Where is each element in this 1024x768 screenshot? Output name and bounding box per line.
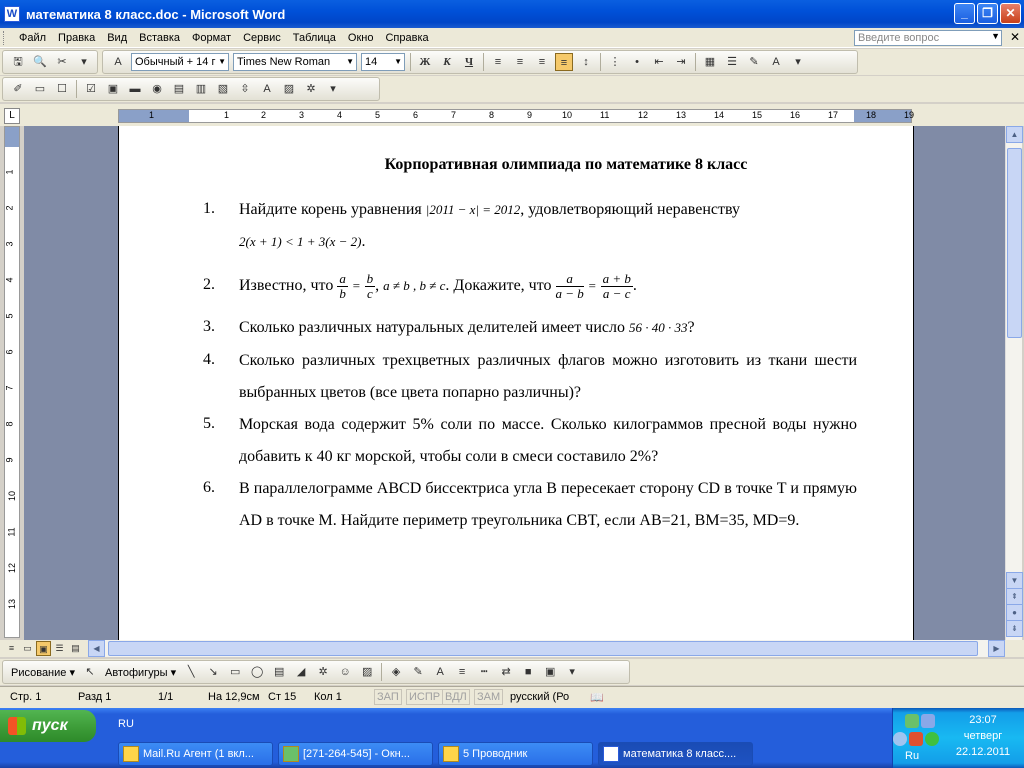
equation: |2011 − x| = 2012 bbox=[425, 202, 521, 217]
increase-indent-icon[interactable]: ⇥ bbox=[676, 56, 686, 68]
align-right-icon[interactable]: ≡ bbox=[538, 56, 546, 68]
vertical-ruler[interactable] bbox=[4, 126, 20, 638]
arrow-style-icon[interactable]: ⇄ bbox=[501, 666, 511, 678]
window-icon bbox=[283, 746, 299, 762]
more-controls-icon[interactable]: ✲ bbox=[306, 83, 316, 95]
autoshapes-menu[interactable]: Автофигуры ▾ bbox=[104, 666, 177, 679]
maximize-button[interactable]: ❐ bbox=[977, 3, 998, 24]
taskbar bbox=[0, 708, 1024, 768]
fraction: $\frac{a + b}{a - c}$ bbox=[602, 270, 631, 301]
horizontal-scrollbar[interactable] bbox=[88, 640, 1005, 657]
task-text: Известно, что $\frac{a}{b}$ = $\frac{b}{c}$ , a ≠ b , b ≠ c. Докажите, что $\frac{a}{a - b}$ = $\frac{a + b}{a - c}$ . bbox=[239, 270, 637, 301]
list-icon[interactable]: ☰ bbox=[727, 56, 737, 68]
system-tray bbox=[892, 708, 1024, 768]
decrease-indent-icon[interactable]: ⇤ bbox=[654, 56, 664, 68]
draw-menu[interactable]: Рисование ▾ bbox=[11, 666, 75, 679]
expression: 56 · 40 · 33 bbox=[628, 320, 688, 335]
task-text-part: Известно, что bbox=[239, 277, 334, 294]
task-label: [271-264-545] - Окн... bbox=[303, 748, 410, 760]
font-color-icon[interactable]: A bbox=[772, 56, 780, 68]
language-indicator[interactable]: RU bbox=[118, 718, 134, 730]
checkbox-icon[interactable]: ☑ bbox=[86, 83, 96, 95]
ruler-number: 6 bbox=[4, 349, 15, 355]
scroll-right-icon[interactable]: ▶ bbox=[988, 640, 1005, 657]
ruler-number: 7 bbox=[451, 110, 457, 120]
help-search-input[interactable]: Введите вопрос bbox=[854, 30, 1002, 46]
menu-help[interactable]: Справка bbox=[385, 31, 429, 44]
toolbar-options-icon[interactable]: ▾ bbox=[330, 83, 336, 95]
start-button[interactable] bbox=[0, 710, 96, 742]
title-bar bbox=[0, 0, 1024, 28]
start-label: пуск bbox=[32, 717, 68, 734]
fraction: $\frac{a}{a - b}$ bbox=[555, 270, 584, 301]
status-section: Разд 1 bbox=[78, 691, 112, 703]
menu-view[interactable]: Вид bbox=[107, 31, 128, 44]
arrow-icon[interactable]: ↘ bbox=[208, 666, 218, 678]
highlight-icon[interactable]: ✎ bbox=[749, 56, 759, 68]
rectangle-icon[interactable]: ▭ bbox=[229, 666, 241, 678]
formatting-toolbar bbox=[102, 50, 858, 74]
task-label: Mail.Ru Агент (1 вкл... bbox=[143, 748, 254, 760]
web-view-icon[interactable]: ▭ bbox=[23, 643, 32, 653]
document-area bbox=[24, 126, 1005, 640]
task-number: 2. bbox=[203, 276, 215, 293]
scroll-left-icon[interactable]: ◀ bbox=[88, 640, 105, 657]
menu-edit[interactable]: Правка bbox=[58, 31, 96, 44]
window-title: математика 8 класс.doc - Microsoft Word bbox=[26, 6, 286, 22]
word-app-icon[interactable]: W bbox=[4, 6, 20, 22]
condition: a ≠ b , b ≠ c bbox=[383, 278, 446, 293]
ruler-number: 5 bbox=[375, 110, 381, 120]
ruler-number: 14 bbox=[714, 110, 725, 120]
text-field-icon[interactable]: ▭ bbox=[34, 83, 46, 95]
scroll-down-icon[interactable]: ▼ bbox=[1006, 572, 1023, 589]
display-icon[interactable] bbox=[921, 714, 935, 728]
textbox-icon[interactable]: ▣ bbox=[107, 83, 119, 95]
ruler-number: 4 bbox=[337, 110, 343, 120]
task-text-part: ? bbox=[687, 319, 695, 336]
task-text-part: Найдите корень уравнения bbox=[239, 201, 422, 218]
ruler-number: 8 bbox=[4, 421, 15, 427]
status-position: На 12,9см bbox=[208, 691, 260, 703]
save-icon[interactable]: 🖫 bbox=[13, 56, 23, 68]
horizontal-scroll-row bbox=[0, 640, 1024, 657]
wordart-icon[interactable]: ◢ bbox=[296, 666, 306, 678]
antivirus-icon[interactable] bbox=[909, 732, 923, 746]
line-icon[interactable]: ╲ bbox=[187, 666, 195, 678]
task-remote-window[interactable] bbox=[278, 742, 433, 766]
numbering-icon[interactable]: ⋮ bbox=[609, 56, 621, 68]
font-select[interactable]: Times New Roman ▼ bbox=[233, 53, 357, 71]
listbox-icon[interactable]: ▤ bbox=[173, 83, 185, 95]
formatting-toolbar-row bbox=[0, 49, 1024, 75]
ruler-number: 11 bbox=[6, 527, 17, 537]
normal-view-icon[interactable]: ≡ bbox=[8, 643, 15, 653]
drawing-toolbar-row bbox=[0, 659, 1024, 685]
ruler-number: 15 bbox=[752, 110, 763, 120]
separator bbox=[381, 663, 382, 681]
separator bbox=[483, 53, 484, 71]
ruler-number: 19 bbox=[904, 110, 915, 120]
task-number: 1. bbox=[203, 200, 215, 217]
next-page-icon[interactable]: ⇟ bbox=[1006, 620, 1023, 637]
borders-icon[interactable]: ▦ bbox=[704, 56, 716, 68]
task-label: математика 8 класс.... bbox=[623, 748, 737, 760]
menu-grip[interactable] bbox=[3, 31, 7, 45]
toolbar-options-icon[interactable]: ▾ bbox=[569, 666, 575, 678]
task-text-part: , удовлетворяющий неравенству bbox=[520, 201, 740, 218]
document-page[interactable] bbox=[118, 126, 914, 640]
mailru-icon bbox=[123, 746, 139, 762]
shadow-icon[interactable]: ■ bbox=[524, 666, 532, 678]
status-trk[interactable]: ИСПР bbox=[406, 689, 443, 705]
ruler-number: 9 bbox=[4, 457, 15, 463]
align-center-icon[interactable]: ≡ bbox=[516, 56, 524, 68]
scroll-up-icon[interactable]: ▲ bbox=[1006, 126, 1023, 143]
reading-view-icon[interactable]: ▤ bbox=[71, 643, 80, 653]
agent-icon[interactable] bbox=[925, 732, 939, 746]
menu-table[interactable]: Таблица bbox=[292, 31, 336, 44]
ruler-number: 13 bbox=[676, 110, 687, 120]
clock-day: четверг bbox=[963, 730, 1003, 742]
ruler-number: 3 bbox=[299, 110, 305, 120]
task-text-part: . bbox=[361, 233, 366, 250]
task-text: В параллелограмме ABCD биссектриса угла B пересекает сторону CD в точке T и прямую AD в точке M. Найдите периметр треугольника CBT, если AB=21, BM=35, MD=9. bbox=[239, 480, 857, 529]
checkbox-field-icon[interactable]: ☐ bbox=[57, 83, 67, 95]
tab-selector[interactable]: L bbox=[4, 108, 20, 124]
clipart-icon[interactable]: ☺ bbox=[339, 666, 351, 678]
toolbar-options-icon[interactable]: ▾ bbox=[795, 56, 801, 68]
task-text-part: Сколько различных натуральных делителей имеет число bbox=[239, 319, 625, 336]
spin-icon[interactable]: ⇳ bbox=[240, 83, 250, 95]
ruler-number: 12 bbox=[7, 562, 18, 574]
3d-icon[interactable]: ▣ bbox=[544, 666, 556, 678]
toggle-icon[interactable]: ▧ bbox=[217, 83, 229, 95]
menu-insert[interactable]: Вставка bbox=[139, 31, 181, 44]
status-column: Кол 1 bbox=[314, 691, 342, 703]
fraction: $\frac{b}{c}$ bbox=[366, 270, 374, 301]
task-text: Морская вода содержит 5% соли по массе. Сколько килограммов пресной воды нужно добавить к 40 кг морской, чтобы соли в смеси составило 2%? bbox=[239, 416, 857, 465]
task-mailru-agent[interactable] bbox=[118, 742, 273, 766]
ruler-number: 13 bbox=[7, 598, 18, 610]
word-icon bbox=[603, 746, 619, 762]
menu-window[interactable]: Окно bbox=[347, 31, 374, 44]
style-value: Обычный + 14 г bbox=[135, 56, 216, 68]
status-ovr[interactable]: ЗАМ bbox=[474, 689, 503, 705]
oval-icon[interactable]: ◯ bbox=[250, 666, 264, 678]
task-number: 6. bbox=[203, 479, 215, 496]
dash-style-icon[interactable]: ┅ bbox=[480, 666, 488, 678]
select-objects-icon[interactable]: ↖ bbox=[85, 666, 95, 678]
research-icon[interactable]: 🔍 bbox=[33, 56, 47, 68]
status-pages: 1/1 bbox=[158, 691, 174, 703]
task-text bbox=[239, 312, 857, 344]
font-size-select[interactable]: 14 ▼ bbox=[361, 53, 405, 71]
scroll-thumb[interactable] bbox=[108, 641, 978, 656]
ruler-number: 3 bbox=[4, 241, 15, 247]
status-bar bbox=[0, 686, 1024, 708]
network-icon[interactable] bbox=[905, 714, 919, 728]
task-text-part: . Докажите, что bbox=[445, 277, 552, 294]
task-number: 3. bbox=[203, 318, 215, 335]
forms-toolbar-row bbox=[0, 76, 1024, 102]
drawing-toolbar bbox=[2, 660, 630, 684]
expand-tray-icon[interactable] bbox=[893, 732, 907, 746]
prev-page-icon[interactable]: ⇞ bbox=[1006, 588, 1023, 605]
ruler-number: 5 bbox=[4, 313, 15, 319]
ruler-number: 2 bbox=[261, 110, 267, 120]
menu-file[interactable]: Файл bbox=[19, 31, 47, 44]
close-button[interactable]: ✕ bbox=[1000, 3, 1021, 24]
horizontal-ruler-row bbox=[0, 104, 1024, 126]
windows-logo-icon bbox=[8, 717, 26, 735]
draw-tool-icon[interactable]: ✐ bbox=[13, 83, 23, 95]
font-value: Times New Roman bbox=[237, 56, 331, 68]
ruler-number: 4 bbox=[4, 277, 15, 283]
task-explorer[interactable] bbox=[438, 742, 593, 766]
fraction: $\frac{a}{b}$ bbox=[339, 270, 346, 301]
styles-icon[interactable]: A bbox=[114, 56, 122, 68]
ruler-number: 7 bbox=[4, 385, 15, 391]
option-button-icon[interactable]: ◉ bbox=[152, 83, 162, 95]
folder-icon bbox=[443, 746, 459, 762]
inequality: 2(x + 1) < 1 + 3(x − 2) bbox=[239, 234, 362, 249]
ruler-number: 1 bbox=[224, 110, 230, 120]
status-page: Стр. 1 bbox=[10, 691, 42, 703]
separator bbox=[695, 53, 696, 71]
task-number: 5. bbox=[203, 415, 215, 432]
line-color-icon[interactable]: ✎ bbox=[413, 666, 423, 678]
menu-tools[interactable]: Сервис bbox=[243, 31, 281, 44]
font-size-value: 14 bbox=[365, 56, 378, 68]
standard-toolbar bbox=[2, 50, 98, 74]
separator bbox=[410, 53, 411, 71]
top-margin bbox=[5, 127, 19, 147]
line-spacing-icon[interactable]: ↕ bbox=[583, 56, 589, 68]
font-color-icon[interactable]: A bbox=[436, 666, 444, 678]
horizontal-ruler[interactable] bbox=[118, 109, 915, 123]
right-margin bbox=[854, 110, 911, 122]
style-select[interactable]: Обычный + 14 г ▼ bbox=[131, 53, 229, 71]
status-rec[interactable]: ЗАП bbox=[374, 689, 402, 705]
ruler-number: 9 bbox=[527, 110, 533, 120]
label-icon[interactable]: A bbox=[263, 83, 271, 95]
ruler-number: 10 bbox=[562, 110, 573, 120]
task-label: 5 Проводник bbox=[463, 748, 528, 760]
menu-format[interactable]: Формат bbox=[192, 31, 232, 44]
align-left-icon[interactable]: ≡ bbox=[494, 56, 502, 68]
status-language[interactable]: русский (Ро bbox=[510, 691, 570, 703]
ruler-number: 1 bbox=[149, 110, 155, 120]
task-number: 4. bbox=[203, 351, 215, 368]
toolbar-options-icon[interactable]: ▾ bbox=[81, 56, 87, 68]
cut-icon[interactable]: ✂ bbox=[57, 56, 67, 68]
clock-time: 23:07 bbox=[969, 714, 997, 726]
clock[interactable] bbox=[943, 712, 1023, 760]
task-text bbox=[239, 194, 857, 258]
tray-language[interactable]: Ru bbox=[905, 750, 920, 762]
chevron-down-icon[interactable]: ▼ bbox=[991, 31, 1000, 41]
fill-color-icon[interactable]: ◈ bbox=[391, 666, 401, 678]
vertical-scrollbar[interactable] bbox=[1005, 126, 1022, 640]
ruler-number: 11 bbox=[600, 110, 610, 120]
forms-toolbar bbox=[2, 77, 380, 101]
combobox-icon[interactable]: ▥ bbox=[195, 83, 207, 95]
ruler-number: 2 bbox=[4, 205, 15, 211]
task-word-document[interactable] bbox=[598, 742, 753, 766]
menu-bar bbox=[0, 28, 1024, 48]
status-line: Ст 15 bbox=[268, 691, 297, 703]
ruler-number: 10 bbox=[7, 490, 18, 502]
button-icon[interactable]: ▬ bbox=[129, 83, 141, 95]
outline-view-icon[interactable]: ☰ bbox=[55, 643, 64, 653]
italic-button[interactable]: К bbox=[443, 56, 451, 68]
ruler-number: 1 bbox=[4, 169, 15, 175]
spelling-status-icon[interactable]: 📖 bbox=[590, 692, 604, 704]
clock-date: 22.12.2011 bbox=[955, 746, 1011, 758]
print-view-icon[interactable]: ▣ bbox=[36, 641, 51, 656]
task-text: Сколько различных трехцветных различных флагов можно изготовить из ткани шести выбранных цветов (все цвета попарно различны)? bbox=[239, 352, 857, 401]
select-browse-icon[interactable]: ● bbox=[1006, 604, 1023, 621]
doc-close-button[interactable]: ✕ bbox=[1009, 30, 1020, 44]
document-heading: Корпоративная олимпиада по математике 8 класс bbox=[384, 156, 748, 173]
ruler-number: 18 bbox=[866, 110, 877, 120]
ruler-number: 16 bbox=[790, 110, 801, 120]
status-ext[interactable]: ВДЛ bbox=[442, 689, 470, 705]
diagram-icon[interactable]: ✲ bbox=[318, 666, 328, 678]
ruler-number: 17 bbox=[828, 110, 839, 120]
image-icon[interactable]: ▨ bbox=[283, 83, 295, 95]
bold-button[interactable]: Ж bbox=[419, 56, 431, 68]
ruler-number: 6 bbox=[413, 110, 419, 120]
picture-icon[interactable]: ▨ bbox=[361, 666, 373, 678]
scroll-thumb[interactable] bbox=[1007, 148, 1022, 338]
separator bbox=[600, 53, 601, 71]
ruler-number: 8 bbox=[489, 110, 495, 120]
textbox-icon[interactable]: ▤ bbox=[273, 666, 285, 678]
underline-button[interactable]: Ч bbox=[464, 56, 474, 68]
line-style-icon[interactable]: ≡ bbox=[458, 666, 466, 678]
justify-icon[interactable]: ≡ bbox=[555, 53, 573, 71]
ruler-number: 12 bbox=[638, 110, 649, 120]
bullets-icon[interactable]: • bbox=[635, 56, 639, 68]
separator bbox=[76, 80, 77, 98]
minimize-button[interactable]: _ bbox=[954, 3, 975, 24]
